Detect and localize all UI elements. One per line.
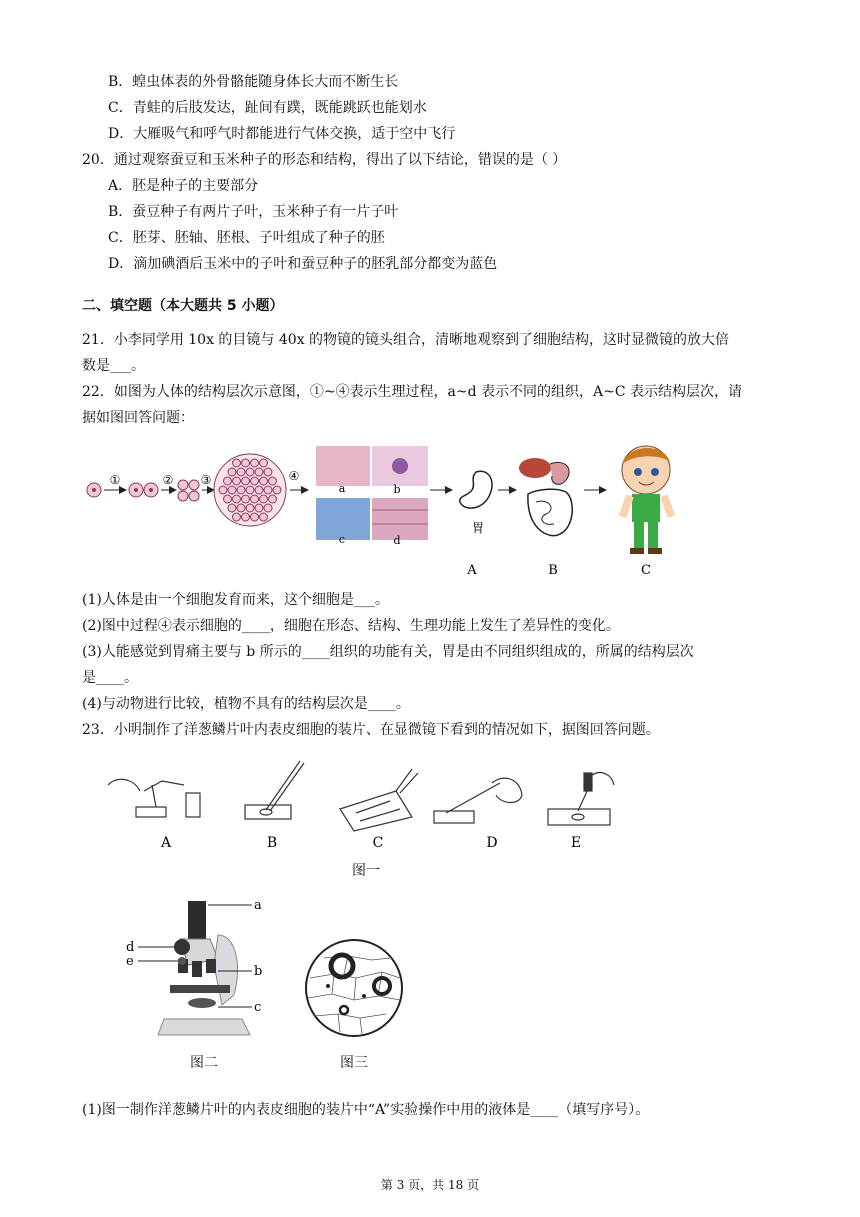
level-c-label: C	[641, 563, 651, 578]
fig1-label-a: A	[160, 835, 172, 851]
q20-option-a: A．胚是种子的主要部分	[108, 178, 259, 194]
cluster-cell	[228, 486, 236, 494]
cluster-cell	[251, 513, 259, 521]
q22-sub1: (1)人体是由一个细胞发育而来，这个细胞是___。	[82, 592, 389, 608]
cluster-cell	[251, 495, 259, 503]
microscope-figure	[118, 895, 278, 1045]
fig2-label-e: e	[126, 954, 134, 969]
cluster-cell	[237, 504, 245, 512]
q21-line2: 数是___。	[82, 358, 145, 374]
cluster-cell	[269, 495, 277, 503]
fig1-label-e: E	[570, 835, 582, 851]
q22-sub3-cont: 是____。	[82, 670, 138, 686]
cluster-cell	[246, 468, 254, 476]
q19-option-d: D．大雁吸气和呼气时都能进行气体交换，适于空中飞行	[108, 126, 456, 142]
cluster-cell	[255, 504, 263, 512]
cluster-cell	[251, 459, 259, 467]
cluster-cell	[224, 495, 232, 503]
cluster-cell	[242, 459, 250, 467]
fig2-label-d: d	[126, 940, 135, 955]
cluster-cell	[260, 513, 268, 521]
fig2-label-a: a	[254, 898, 262, 913]
q19-option-b: B．蝗虫体表的外骨骼能随身体长大而不断生长	[108, 74, 399, 90]
cluster-cell	[237, 486, 245, 494]
q22-sub4: (4)与动物进行比较，植物不具有的结构层次是____。	[82, 696, 410, 712]
cluster-cell	[264, 504, 272, 512]
cluster-cell	[237, 468, 245, 476]
tissue-b-label: b	[393, 483, 401, 496]
q22-sub3: (3)人能感觉到胃痛主要与 b 所示的____组织的功能有关，胃是由不同组织组成的，所属的结构层次	[82, 644, 694, 660]
cluster-cell	[260, 495, 268, 503]
slide-preparation-figure	[100, 755, 640, 875]
process-4-label: ④	[288, 469, 300, 483]
q21-line1: 21．小李同学用 10x 的目镜与 40x 的物镜的镜头组合，清晰地观察到了细胞结构，这时显微镜的放大倍	[82, 332, 730, 348]
fig2-caption: 图二	[190, 1055, 218, 1071]
cluster-cell	[242, 495, 250, 503]
body-hierarchy-figure	[80, 440, 700, 580]
cluster-cell	[242, 513, 250, 521]
cluster-cell	[255, 468, 263, 476]
cluster-cell	[242, 477, 250, 485]
cluster-cell	[233, 513, 241, 521]
q19-option-c: C．青蛙的后肢发达，趾间有蹼，既能跳跃也能划水	[108, 100, 427, 116]
fig1-label-d: D	[486, 835, 498, 851]
q20-option-d: D．滴加碘酒后玉米中的子叶和蚕豆种子的胚乳部分都变为蓝色	[108, 256, 498, 272]
q23-sub1: (1)图一制作洋葱鳞片叶的内表皮细胞的装片中“A”实验操作中用的液体是____（填写序号）。	[82, 1102, 650, 1118]
cluster-cell	[219, 486, 227, 494]
fig1-label-b: B	[266, 835, 278, 851]
page-footer: 第 3 页，共 18 页	[380, 1178, 480, 1192]
cluster-cell	[233, 459, 241, 467]
cluster-cell	[246, 486, 254, 494]
q22-sub2: (2)图中过程④表示细胞的____，细胞在形态、结构、生理功能上发生了差异性的变化。	[82, 618, 620, 634]
cluster-cell	[260, 459, 268, 467]
q22-line2: 据如图回答问题：	[82, 410, 194, 426]
stomach-label: 胃	[471, 521, 485, 535]
fig3-caption: 图三	[340, 1055, 368, 1071]
cluster-cell	[264, 468, 272, 476]
level-a-label: A	[467, 563, 477, 578]
cluster-cell	[233, 495, 241, 503]
field-of-view-figure	[304, 938, 414, 1048]
q20-option-c: C．胚芽、胚轴、胚根、子叶组成了种子的胚	[108, 230, 385, 246]
cluster-cell	[273, 486, 281, 494]
q22-line1: 22．如图为人体的结构层次示意图，①~④表示生理过程，a~d 表示不同的组织，A~C 表示结构层次，请	[82, 384, 743, 400]
tissue-c-label: c	[338, 533, 346, 546]
q20-stem: 20．通过观察蚕豆和玉米种子的形态和结构，得出了以下结论，错误的是（ ）	[82, 152, 567, 168]
cluster-cell	[269, 477, 277, 485]
process-1-label: ①	[109, 473, 121, 487]
fig1-label-c: C	[372, 835, 384, 851]
tissue-a-label: a	[338, 482, 346, 495]
fig2-label-c: c	[254, 1000, 262, 1015]
fig2-label-b: b	[254, 964, 263, 979]
cluster-cell	[260, 477, 268, 485]
cluster-cell	[251, 477, 259, 485]
fig1-caption: 图一	[352, 863, 380, 879]
cluster-cell	[255, 486, 263, 494]
cluster-cell	[228, 468, 236, 476]
cluster-cell	[233, 477, 241, 485]
process-2-label: ②	[162, 473, 174, 487]
cluster-cell	[224, 477, 232, 485]
tissue-d-label: d	[393, 534, 401, 547]
cluster-cell	[228, 504, 236, 512]
cluster-cell	[264, 486, 272, 494]
q23-stem: 23．小明制作了洋葱鳞片叶内表皮细胞的装片、在显微镜下看到的情况如下，据图回答问题。	[82, 722, 660, 738]
section-heading: 二、填空题（本大题共 5 小题）	[82, 298, 284, 314]
q20-option-b: B．蚕豆种子有两片子叶，玉米种子有一片子叶	[108, 204, 399, 220]
cluster-cell	[246, 504, 254, 512]
level-b-label: B	[548, 563, 558, 578]
process-3-label: ③	[200, 473, 212, 487]
